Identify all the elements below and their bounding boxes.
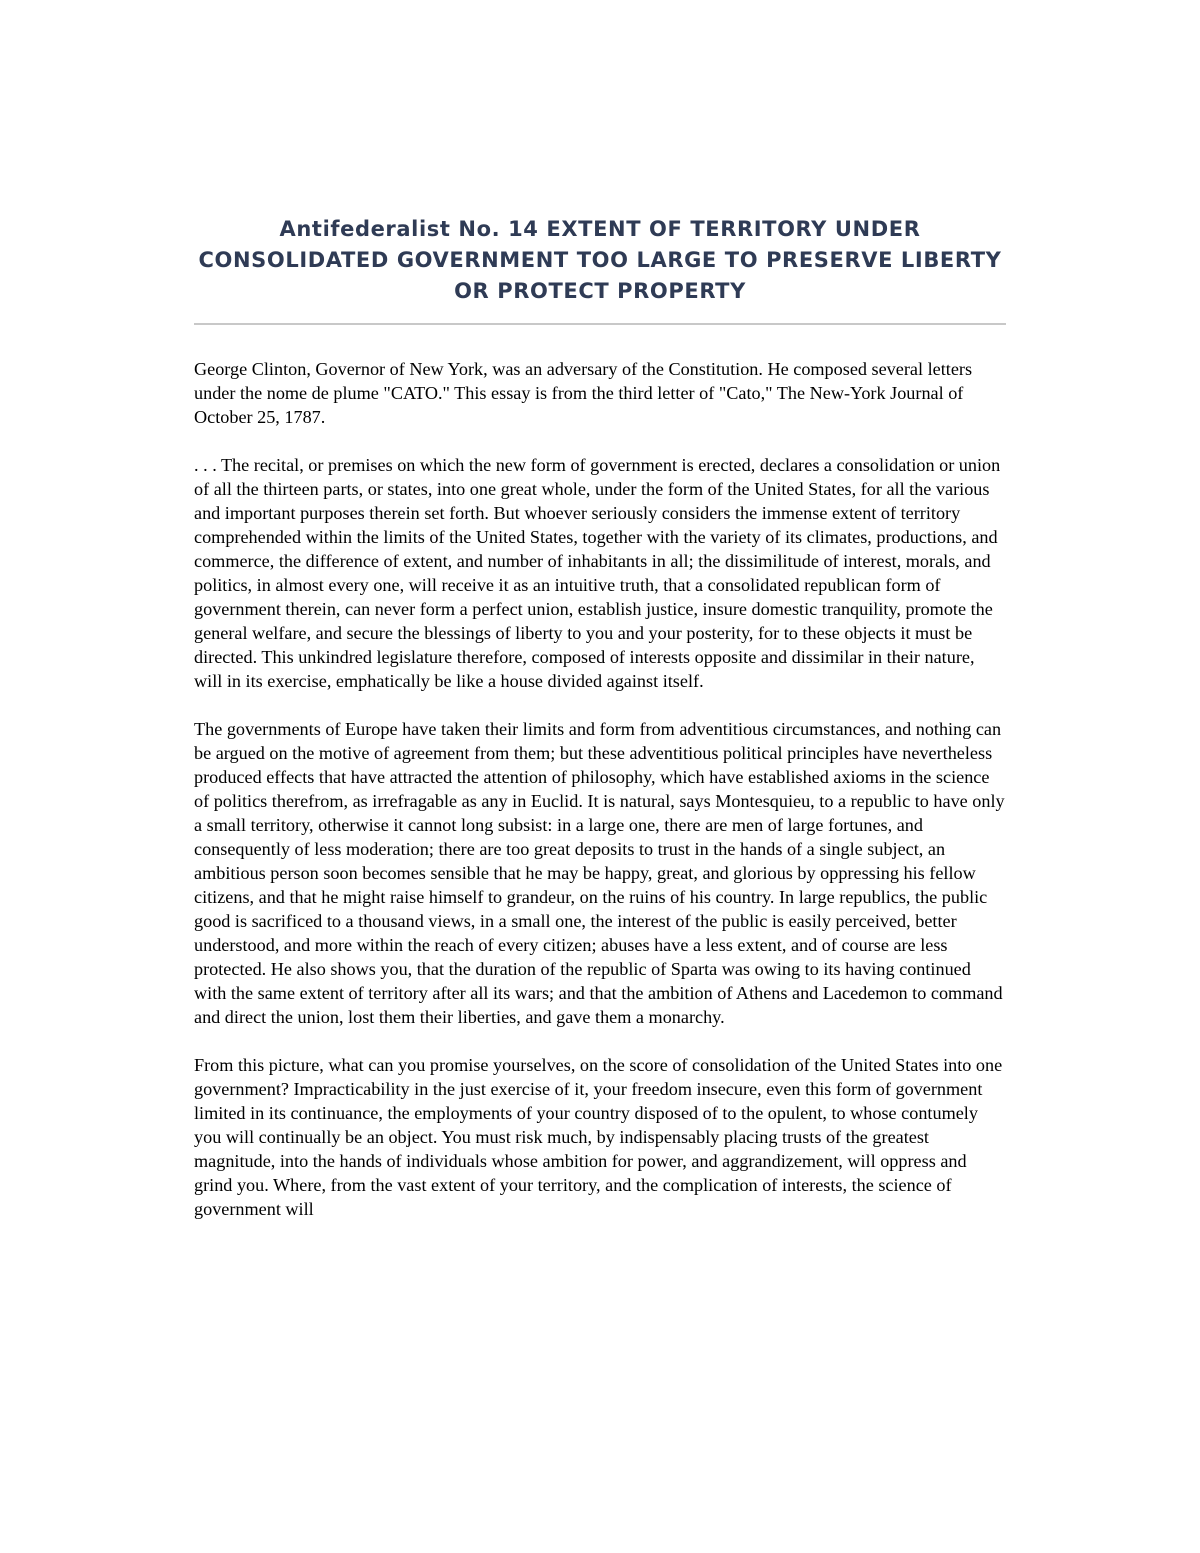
body-paragraph-3: From this picture, what can you promise yourselves, on the score of consolidation of the United States into one government? Impracticability in the just exercise of it, your freedom insecure, even this form of government limited in its continuance, the employments of your country disposed of to the opulent, to whose contumely you will continually be an object. You must risk much, by indispensably placing trusts of the greatest magnitude, into the hands of individuals whose ambition for power, and aggrandizement, will oppress and grind you. Where, from the vast extent of your territory, and the complication of interests, the science of government will <box>194 1055 1003 1219</box>
title-divider <box>194 323 1006 325</box>
intro-paragraph: George Clinton, Governor of New York, was an adversary of the Constitution. He composed several letters under the nome de plume "CATO." This essay is from the third letter of "Cato," The New-York Journal of October 25, 1787. <box>194 359 973 427</box>
body-paragraph-2: The governments of Europe have taken their limits and form from adventitious circumstances, and nothing can be argued on the motive of agreement from them; but these adventitious political principles have nevertheless produced effects that have attracted the attention of philosophy, which have established axioms in the science of politics therefrom, as irrefragable as any in Euclid. It is natural, says Montesquieu, to a republic to have only a small territory, otherwise it cannot long subsist: in a large one, there are men of large fortunes, and consequently of less moderation; there are too great deposits to trust in the hands of a single subject, an ambitious person soon becomes sensible that he may be happy, great, and glorious by oppressing his fellow citizens, and that he might raise himself to grandeur, on the ruins of his country. In large republics, the public good is sacrificed to a thousand views, in a small one, the interest of the public is easily perceived, better understood, and more within the reach of every citizen; abuses have a less extent, and of course are less protected. He also shows you, that the duration of the republic of Sparta was owing to its having continued with the same extent of territory after all its wars; and that the ambition of Athens and Lacedemon to command and direct the union, lost them their liberties, and gave them a monarchy. <box>194 719 1005 1027</box>
body-paragraph-1: . . . The recital, or premises on which the new form of government is erected, declares a consolidation or union of all the thirteen parts, or states, into one great whole, under the form of the United States, for all the various and important purposes therein set forth. But whoever seriously considers the immense extent of territory comprehended within the limits of the United States, together with the variety of its climates, productions, and commerce, the difference of extent, and number of inhabitants in all; the dissimilitude of interest, morals, and politics, in almost every one, will receive it as an intuitive truth, that a consolidated republican form of government therein, can never form a perfect union, establish justice, insure domestic tranquility, promote the general welfare, and secure the blessings of liberty to you and your posterity, for to these objects it must be directed. This unkindred legislature therefore, composed of interests opposite and dissimilar in their nature, will in its exercise, emphatically be like a house divided against itself. <box>194 455 1001 691</box>
document-title: Antifederalist No. 14 EXTENT OF TERRITORY UNDER CONSOLIDATED GOVERNMENT TOO LARGE TO PRESERVE LIBERTY OR PROTECT PROPERTY <box>198 217 1002 303</box>
document-page <box>194 214 1006 1221</box>
